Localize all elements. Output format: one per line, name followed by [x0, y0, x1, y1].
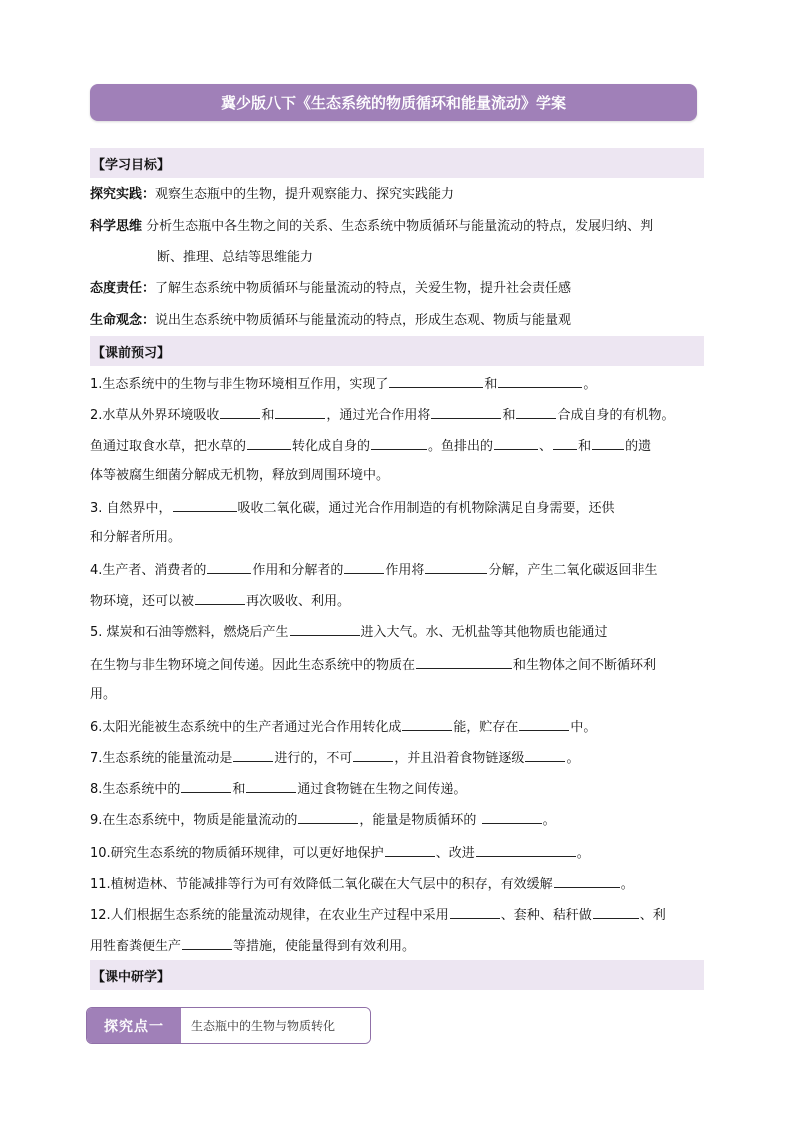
question-text: ，通过光合作用将	[326, 408, 431, 423]
answer-blank[interactable]	[207, 559, 251, 574]
answer-blank[interactable]	[247, 435, 291, 450]
question-text: 的遗	[625, 439, 652, 454]
question-text: 进入大气。水、无机盐等其他物质也能通过	[360, 625, 608, 640]
inquiry-point-tag	[86, 1007, 371, 1044]
objective-text: 观察生态瓶中的生物，提升观察能力、探究实践能力	[155, 187, 455, 202]
objective-label: 生命观念：	[90, 313, 156, 328]
inquiry-point-title: 生态瓶中的生物与物质转化	[181, 1008, 370, 1043]
answer-blank[interactable]	[181, 778, 231, 793]
question-text: 鱼通过取食水草，把水草的	[90, 439, 247, 454]
answer-blank[interactable]	[425, 559, 487, 574]
answer-blank[interactable]	[554, 873, 620, 888]
answer-blank[interactable]	[246, 778, 296, 793]
question-2	[90, 404, 710, 426]
question-text: 和	[578, 439, 592, 454]
answer-blank[interactable]	[195, 590, 245, 605]
question-9	[90, 809, 710, 831]
question-text: 转化成自身的	[292, 439, 371, 454]
question-text: 和	[261, 408, 275, 423]
question-text: 3. 自然界中，	[90, 501, 172, 516]
question-8	[90, 778, 710, 800]
question-text: 。鱼排出的	[428, 439, 494, 454]
question-text: 7.生态系统的能量流动是	[90, 751, 233, 766]
answer-blank[interactable]	[416, 654, 512, 669]
objective-4	[90, 311, 710, 331]
answer-blank[interactable]	[402, 716, 452, 731]
answer-blank[interactable]	[233, 747, 273, 762]
answer-blank[interactable]	[494, 435, 538, 450]
question-text: 用。	[90, 687, 117, 702]
answer-blank[interactable]	[553, 435, 577, 450]
objective-text: 分析生态瓶中各生物之间的关系、生态系统中物质循环与能量流动的特点，发展归纳、判	[146, 219, 654, 234]
objective-1	[90, 185, 710, 205]
answer-blank[interactable]	[389, 373, 483, 388]
answer-blank[interactable]	[519, 716, 569, 731]
question-7	[90, 747, 710, 769]
question-1	[90, 373, 710, 395]
question-text: 合成自身的有机物。	[557, 408, 675, 423]
question-text: 1.生态系统中的生物与非生物环境相互作用，实现了	[90, 377, 389, 392]
question-text: 、利	[639, 908, 666, 923]
question-text: 。	[583, 377, 597, 392]
answer-blank[interactable]	[173, 497, 237, 512]
question-12-cont	[90, 935, 710, 957]
answer-blank[interactable]	[498, 373, 582, 388]
question-text: 作用和分解者的	[252, 563, 344, 578]
question-text: 11.植树造林、节能减排等行为可有效降低二氧化碳在大气层中的积存，有效缓解	[90, 877, 553, 892]
question-text: 。	[620, 877, 634, 892]
answer-blank[interactable]	[592, 435, 624, 450]
question-text: 分解，产生二氧化碳返回非生	[488, 563, 658, 578]
answer-blank[interactable]	[431, 404, 501, 419]
question-text: 通过食物链在生物之间传递。	[297, 782, 467, 797]
question-text: 10.研究生态系统的物质循环规律，可以更好地保护	[90, 846, 384, 861]
question-text: 4.生产者、消费者的	[90, 563, 207, 578]
answer-blank[interactable]	[275, 404, 325, 419]
answer-blank[interactable]	[476, 842, 576, 857]
question-2-cont	[90, 435, 710, 457]
answer-blank[interactable]	[290, 621, 360, 636]
answer-blank[interactable]	[298, 809, 358, 824]
question-text: 在生物与非生物环境之间传递。因此生态系统中的物质在	[90, 658, 416, 673]
question-text: 6.太阳光能被生态系统中的生产者通过光合作用转化成	[90, 720, 402, 735]
answer-blank[interactable]	[525, 747, 565, 762]
question-5-cont	[90, 685, 710, 705]
section-objectives: 【学习目标】	[90, 148, 704, 178]
answer-blank[interactable]	[593, 904, 639, 919]
question-text: 等措施，使能量得到有效利用。	[233, 939, 416, 954]
question-12	[90, 904, 710, 926]
answer-blank[interactable]	[344, 559, 384, 574]
question-text: 中。	[570, 720, 597, 735]
objective-2	[90, 217, 710, 237]
answer-blank[interactable]	[220, 404, 260, 419]
question-text: ，并且沿着食物链逐级	[394, 751, 525, 766]
question-10	[90, 842, 710, 864]
question-text: 用牲畜粪便生产	[90, 939, 182, 954]
answer-blank[interactable]	[450, 904, 500, 919]
question-text: 和分解者所用。	[90, 530, 182, 545]
answer-blank[interactable]	[371, 435, 427, 450]
objective-text: 说出生态系统中物质循环与能量流动的特点，形成生态观、物质与能量观	[155, 313, 572, 328]
question-text: 、	[539, 439, 553, 454]
question-text: 8.生态系统中的	[90, 782, 181, 797]
question-text: 9.在生态系统中，物质是能量流动的	[90, 813, 298, 828]
question-text: 5. 煤炭和石油等燃料，燃烧后产生	[90, 625, 289, 640]
question-text: 和	[502, 408, 516, 423]
answer-blank[interactable]	[385, 842, 435, 857]
question-4-cont	[90, 590, 710, 612]
question-text: 物环境，还可以被	[90, 594, 195, 609]
question-text: ，能量是物质循环的	[359, 813, 477, 828]
objective-2-cont	[157, 248, 777, 268]
question-text: 体等被腐生细菌分解成无机物，释放到周围环境中。	[90, 468, 390, 483]
question-text: 进行的，不可	[274, 751, 353, 766]
question-3	[90, 497, 710, 519]
question-text: 能，贮存在	[453, 720, 519, 735]
answer-blank[interactable]	[353, 747, 393, 762]
objective-label: 科学思维	[90, 219, 143, 234]
question-2-cont	[90, 466, 710, 486]
objective-text: 断、推理、总结等思维能力	[157, 250, 314, 265]
answer-blank[interactable]	[482, 809, 542, 824]
question-text: 2.水草从外界环境吸收	[90, 408, 220, 423]
question-6	[90, 716, 710, 738]
objective-3	[90, 279, 710, 299]
section-study: 【课中研学】	[90, 960, 704, 990]
page-title: 冀少版八下《生态系统的物质循环和能量流动》学案	[90, 84, 697, 121]
question-4	[90, 559, 710, 581]
objective-text: 了解生态系统中物质循环与能量流动的特点，关爱生物，提升社会责任感	[155, 281, 572, 296]
question-text: 和	[484, 377, 498, 392]
question-text: 12.人们根据生态系统的能量流动规律，在农业生产过程中采用	[90, 908, 449, 923]
answer-blank[interactable]	[516, 404, 556, 419]
question-text: 和生物体之间不断循环利	[513, 658, 657, 673]
objective-label: 态度责任：	[90, 281, 156, 296]
question-text: 、改进	[435, 846, 475, 861]
question-text: 吸收二氧化碳，通过光合作用制造的有机物除满足自身需要，还供	[237, 501, 615, 516]
question-text: 作用将	[385, 563, 425, 578]
question-11	[90, 873, 710, 895]
answer-blank[interactable]	[182, 935, 232, 950]
question-5	[90, 621, 710, 643]
question-text: 再次吸收、利用。	[246, 594, 351, 609]
question-text: 。	[542, 813, 556, 828]
question-5-cont	[90, 654, 710, 676]
question-text: 。	[566, 751, 580, 766]
section-preview: 【课前预习】	[90, 336, 704, 366]
question-text: 。	[576, 846, 590, 861]
objective-label: 探究实践：	[90, 187, 156, 202]
question-text: 、套种、秸秆做	[500, 908, 592, 923]
inquiry-point-label: 探究点一	[87, 1008, 181, 1043]
question-text: 和	[232, 782, 246, 797]
question-3-cont	[90, 528, 710, 548]
